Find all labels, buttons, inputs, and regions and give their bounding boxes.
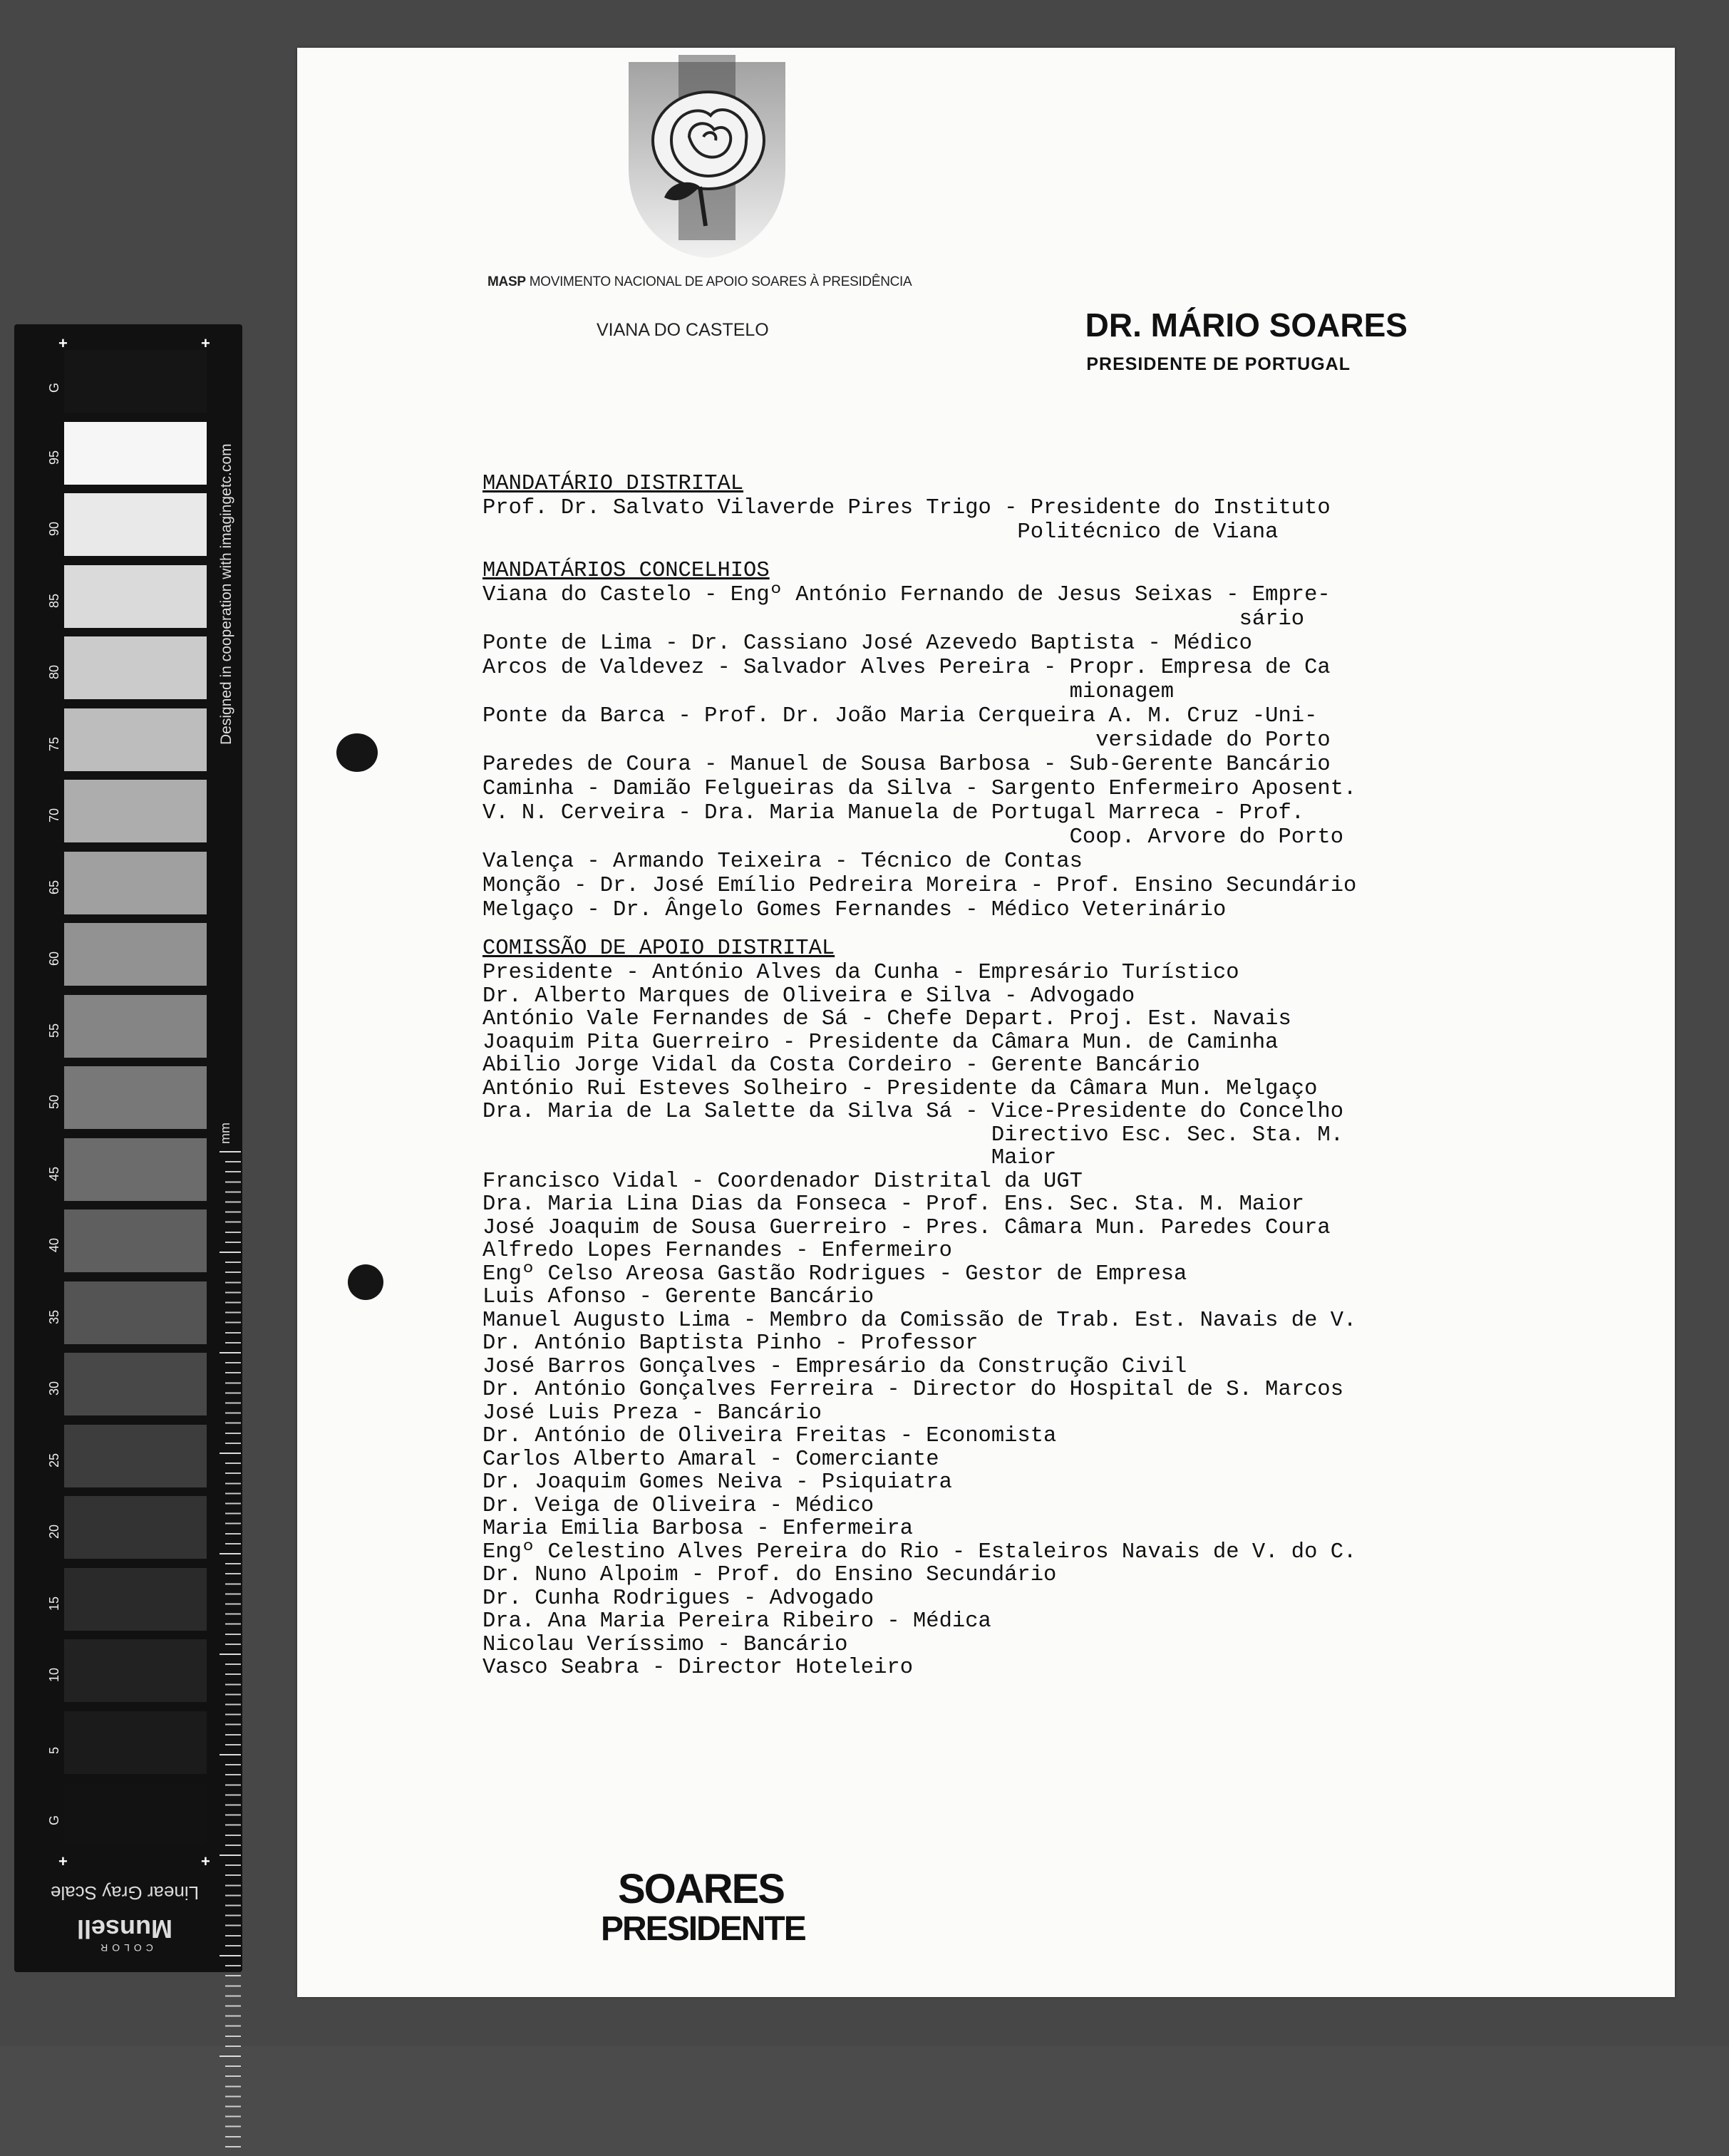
gray-patch: [64, 1425, 207, 1487]
document-line: Nicolau Veríssimo - Bancário: [482, 1632, 848, 1657]
gray-patch: [64, 1353, 207, 1415]
scale-unit: mm: [218, 1123, 232, 1144]
gray-patches: [64, 350, 207, 1847]
document-line: Ponte da Barca - Prof. Dr. João Maria Cerqueira A. M. Cruz -Uni-: [482, 704, 1318, 728]
document-line: Maria Emilia Barbosa - Enfermeira: [482, 1517, 913, 1541]
candidate-title: PRESIDENTE DE PORTUGAL: [1086, 354, 1351, 374]
gray-scale-label: 85: [47, 593, 61, 608]
plus-mark: +: [201, 1852, 210, 1870]
document-line: Dr. António Gonçalves Ferreira - Director do Hospital de S. Marcos: [482, 1378, 1343, 1402]
gray-scale-label: G: [47, 382, 61, 393]
gray-patch: [64, 1066, 207, 1129]
ruler-major-ticks: [220, 1151, 241, 2156]
gray-patch: [64, 708, 207, 771]
document-line: Vasco Seabra - Director Hoteleiro: [482, 1656, 913, 1680]
document-line: Paredes de Coura - Manuel de Sousa Barbosa - Sub-Gerente Bancário: [482, 753, 1331, 777]
gray-scale-label: 35: [47, 1309, 61, 1324]
document-line: Politécnico de Viana: [482, 520, 1279, 545]
footer-presidente: PRESIDENTE: [601, 1910, 805, 1948]
org-full: MOVIMENTO NACIONAL DE APOIO SOARES À PRESIDÊNCIA: [529, 274, 912, 289]
gray-scale-label: 55: [47, 1023, 61, 1038]
gray-patch: [64, 1783, 207, 1845]
document-line: Dr. Cunha Rodrigues - Advogado: [482, 1586, 874, 1611]
gray-patch: [64, 636, 207, 699]
gray-scale-label: 95: [47, 450, 61, 465]
gray-scale-label: 15: [47, 1596, 61, 1611]
gray-patch: [64, 780, 207, 842]
document-line: Dr. Veiga de Oliveira - Médico: [482, 1493, 874, 1518]
document-line: Dra. Maria de La Salette da Silva Sá - Vice-Presidente do Concelho: [482, 1100, 1343, 1124]
document-line: Dr. Joaquim Gomes Neiva - Psiquiatra: [482, 1470, 952, 1495]
document-line: António Rui Esteves Solheiro - Presidente da Câmara Mun. Melgaço: [482, 1076, 1318, 1101]
document-line: Alfredo Lopes Fernandes - Enfermeiro: [482, 1239, 952, 1263]
gray-scale-label: 25: [47, 1453, 61, 1468]
scale-brand: Munsell: [77, 1914, 173, 1944]
document-line: Coop. Arvore do Porto: [482, 825, 1343, 850]
document-page: [297, 48, 1675, 1997]
document-line: Dr. António de Oliveira Freitas - Economista: [482, 1424, 1057, 1448]
org-line: [487, 274, 912, 290]
punch-hole: [336, 733, 378, 772]
gray-scale-label: 20: [47, 1524, 61, 1539]
document-line: Manuel Augusto Lima - Membro da Comissão de Trab. Est. Navais de V.: [482, 1308, 1357, 1333]
gray-patch: [64, 923, 207, 986]
document-line: Joaquim Pita Guerreiro - Presidente da Câmara Mun. de Caminha: [482, 1030, 1279, 1055]
document-line: Caminha - Damião Felgueiras da Silva - Sargento Enfermeiro Aposent.: [482, 777, 1357, 801]
gray-patch: [64, 1496, 207, 1559]
document-line: José Joaquim de Sousa Guerreiro - Pres. Câmara Mun. Paredes Coura: [482, 1215, 1331, 1240]
gray-scale-label: 30: [47, 1381, 61, 1396]
gray-scale-labels: [47, 350, 68, 1847]
scale-side-text: Designed in cooperation with imagingetc.com: [218, 443, 234, 745]
gray-patch: [64, 1138, 207, 1201]
document-line: Dra. Ana Maria Pereira Ribeiro - Médica: [482, 1609, 991, 1634]
gray-scale-label: 50: [47, 1094, 61, 1109]
rose-logo-icon: [621, 55, 793, 262]
gray-patch: [64, 493, 207, 556]
gray-patch: [64, 1711, 207, 1774]
scale-brand-sub: COLOR: [96, 1942, 153, 1954]
gray-scale-label: 45: [47, 1166, 61, 1181]
section-heading: COMISSÃO DE APOIO DISTRITAL: [482, 937, 835, 961]
gray-patch: [64, 1639, 207, 1702]
gray-scale-label: 10: [47, 1667, 61, 1682]
gray-scale-label: 65: [47, 880, 61, 894]
document-line: versidade do Porto: [482, 728, 1331, 753]
document-line: Luis Afonso - Gerente Bancário: [482, 1285, 874, 1309]
plus-mark: +: [58, 1852, 68, 1870]
document-line: Engº Celestino Alves Pereira do Rio - Estaleiros Navais de V. do C.: [482, 1539, 1357, 1564]
document-line: Monção - Dr. José Emílio Pedreira Moreira - Prof. Ensino Secundário: [482, 874, 1357, 898]
section-heading: MANDATÁRIO DISTRITAL: [482, 472, 744, 496]
plus-mark: +: [201, 334, 210, 352]
document-line: Dr. Nuno Alpoim - Prof. do Ensino Secundário: [482, 1563, 1057, 1587]
document-line: Dr. Alberto Marques de Oliveira e Silva - Advogado: [482, 984, 1135, 1009]
gray-patch: [64, 350, 207, 413]
document-line: Presidente - António Alves da Cunha - Empresário Turístico: [482, 961, 1239, 985]
document-line: Abilio Jorge Vidal da Costa Cordeiro - Gerente Bancário: [482, 1053, 1200, 1078]
gray-patch: [64, 852, 207, 914]
document-line: Viana do Castelo - Engº António Fernando de Jesus Seixas - Empre-: [482, 583, 1331, 607]
document-line: Maior: [482, 1146, 1057, 1170]
document-line: mionagem: [482, 680, 1175, 704]
gray-scale-label: 60: [47, 951, 61, 966]
gray-scale-label: 70: [47, 808, 61, 822]
document-line: Valença - Armando Teixeira - Técnico de Contas: [482, 850, 1083, 874]
section-heading: MANDATÁRIOS CONCELHIOS: [482, 559, 770, 583]
gray-scale-label: 40: [47, 1237, 61, 1252]
footer-soares: SOARES: [618, 1866, 784, 1912]
document-line: Melgaço - Dr. Ângelo Gomes Fernandes - Médico Veterinário: [482, 898, 1227, 922]
gray-patch: [64, 995, 207, 1058]
gray-scale-label: 75: [47, 736, 61, 751]
plus-mark: +: [58, 334, 68, 352]
document-line: Francisco Vidal - Coordenador Distrital da UGT: [482, 1169, 1083, 1194]
gray-scale-label: 5: [47, 1746, 61, 1754]
scale-name: Linear Gray Scale: [50, 1882, 200, 1904]
document-line: Prof. Dr. Salvato Vilaverde Pires Trigo - Presidente do Instituto: [482, 496, 1331, 520]
org-short: MASP: [487, 274, 526, 289]
document-line: José Luis Preza - Bancário: [482, 1401, 822, 1425]
section-gap: [482, 922, 1623, 937]
candidate-name: DR. MÁRIO SOARES: [1085, 306, 1408, 344]
document-body: [482, 472, 1623, 1679]
document-line: V. N. Cerveira - Dra. Maria Manuela de Portugal Marreca - Prof.: [482, 801, 1305, 825]
document-line: Ponte de Lima - Dr. Cassiano José Azevedo Baptista - Médico: [482, 631, 1252, 656]
gray-scale-card: [14, 324, 242, 1972]
document-line: Engº Celso Areosa Gastão Rodrigues - Gestor de Empresa: [482, 1262, 1187, 1286]
document-line: José Barros Gonçalves - Empresário da Construção Civil: [482, 1354, 1187, 1379]
gray-patch: [64, 565, 207, 628]
gray-patch: [64, 1209, 207, 1272]
document-line: Dra. Maria Lina Dias da Fonseca - Prof. Ens. Sec. Sta. M. Maior: [482, 1192, 1305, 1217]
punch-hole: [348, 1264, 383, 1300]
document-line: António Vale Fernandes de Sá - Chefe Depart. Proj. Est. Navais: [482, 1007, 1291, 1031]
gray-scale-label: 90: [47, 521, 61, 536]
gray-patch: [64, 422, 207, 485]
document-line: Arcos de Valdevez - Salvador Alves Pereira - Propr. Empresa de Ca: [482, 656, 1331, 680]
document-line: Carlos Alberto Amaral - Comerciante: [482, 1447, 939, 1472]
gray-scale-label: G: [47, 1815, 61, 1825]
document-line: sário: [482, 607, 1305, 631]
city-label: VIANA DO CASTELO: [597, 320, 769, 340]
section-gap: [482, 545, 1623, 559]
document-line: Directivo Esc. Sec. Sta. M.: [482, 1123, 1343, 1147]
document-line: Dr. António Baptista Pinho - Professor: [482, 1331, 979, 1356]
gray-scale-label: 80: [47, 664, 61, 679]
gray-patch: [64, 1281, 207, 1344]
gray-patch: [64, 1568, 207, 1631]
